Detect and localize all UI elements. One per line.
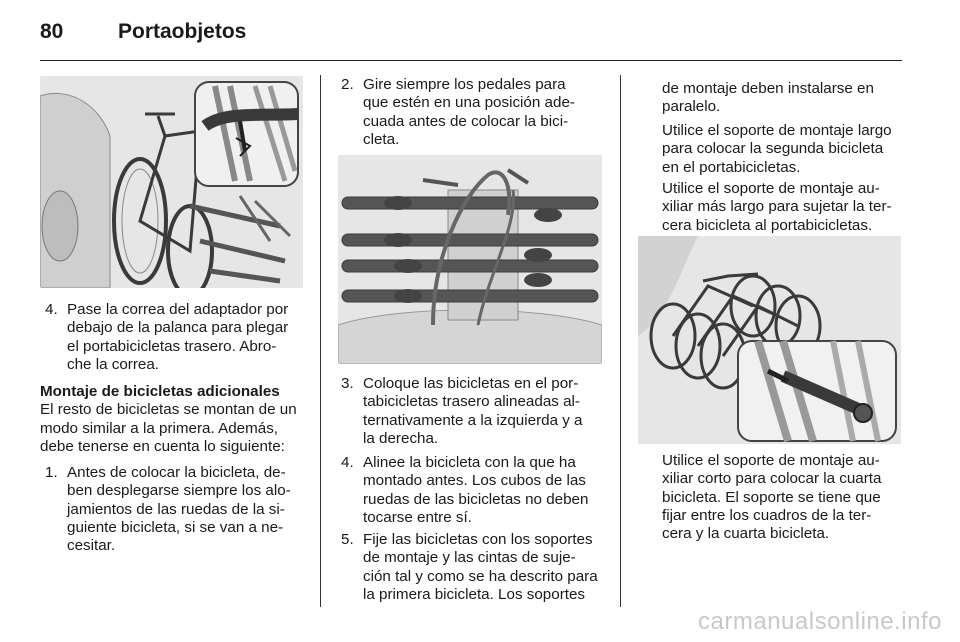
step-number: 4. xyxy=(341,454,354,471)
text-line: para colocar la segunda bicicleta xyxy=(662,140,884,158)
text-line: la primera bicicleta. Los soportes xyxy=(363,585,586,603)
step-text xyxy=(363,375,606,448)
bikes-top-view-illustration xyxy=(338,155,602,364)
auxiliary-support-illustration xyxy=(638,236,901,444)
col3-paragraph-2 xyxy=(662,122,907,177)
column-divider-1 xyxy=(320,75,321,607)
text-line: cera y la cuarta bicicleta. xyxy=(662,525,830,543)
step-text xyxy=(363,454,606,527)
col2-step-3 xyxy=(341,375,606,449)
section-subheading: Montaje de bicicletas adicionales xyxy=(40,383,280,400)
col3-paragraph-1 xyxy=(662,80,907,117)
text-line: che la correa. xyxy=(67,355,160,373)
text-line: Pase la correa del adaptador por xyxy=(67,301,289,318)
col1-step-1 xyxy=(45,464,307,556)
figure-four-bikes-top-view xyxy=(338,155,602,364)
text-line: ben desplegarse siempre los alo- xyxy=(67,482,291,500)
text-line: fijar entre los cuadros de la ter- xyxy=(662,506,872,524)
text-line: debe tenerse en cuenta lo siguiente: xyxy=(40,437,285,455)
text-line: Alinee la bicicleta con la que ha xyxy=(363,454,576,471)
bike-carrier-illustration xyxy=(40,76,303,288)
step-number: 1. xyxy=(45,464,58,481)
step-text xyxy=(363,76,606,149)
col2-step-2 xyxy=(341,76,606,150)
text-line: paralelo. xyxy=(662,98,721,116)
step-number: 2. xyxy=(341,76,354,93)
text-line: debajo de la palanca para plegar xyxy=(67,319,289,337)
step-number: 4. xyxy=(45,301,58,318)
text-line: El resto de bicicletas se montan de un xyxy=(40,401,297,419)
figure-auxiliary-support xyxy=(638,236,901,444)
text-line: de montaje deben instalarse en xyxy=(662,80,874,97)
step-number: 3. xyxy=(341,375,354,392)
text-line: Coloque las bicicletas en el por- xyxy=(363,375,579,392)
text-line: cesitar. xyxy=(67,537,116,555)
text-line: Antes de colocar la bicicleta, de- xyxy=(67,464,286,481)
step-number: 5. xyxy=(341,531,354,548)
text-line: la derecha. xyxy=(363,429,439,447)
text-line: cleta. xyxy=(363,130,400,148)
step-text xyxy=(363,531,606,604)
text-line: Gire siempre los pedales para xyxy=(363,76,566,93)
col3-paragraph-3 xyxy=(662,180,907,235)
text-line: xiliar más largo para sujetar la ter- xyxy=(662,198,892,216)
header-divider xyxy=(40,60,902,61)
col1-step-4 xyxy=(45,301,307,375)
watermark: carmanualsonline.info xyxy=(698,608,942,635)
text-line: en el portabicicletas. xyxy=(662,158,801,176)
page-number: 80 xyxy=(40,20,64,43)
col2-step-5 xyxy=(341,531,606,605)
text-line: modo similar a la primera. Además, xyxy=(40,419,279,437)
col3-paragraph-4 xyxy=(662,452,907,543)
text-line: jamientos de las ruedas de la si- xyxy=(67,500,285,518)
text-line: montado antes. Los cubos de las xyxy=(363,472,586,490)
text-line: cuada antes de colocar la bici- xyxy=(363,112,569,130)
col2-step-4 xyxy=(341,454,606,528)
step-text xyxy=(67,464,309,555)
column-divider-2 xyxy=(620,75,621,607)
step-text xyxy=(67,301,309,374)
text-line: bicicleta. El soporte se tiene que xyxy=(662,488,881,506)
text-line: cera bicicleta al portabicicletas. xyxy=(662,216,873,234)
text-line: Utilice el soporte de montaje au- xyxy=(662,180,880,197)
text-line: xiliar corto para colocar la cuarta xyxy=(662,470,882,488)
text-line: ternativamente a la izquierda y a xyxy=(363,411,583,429)
text-line: tocarse entre sí. xyxy=(363,508,472,526)
text-line: Utilice el soporte de montaje au- xyxy=(662,452,880,469)
text-line: de montaje y las cintas de suje- xyxy=(363,549,576,567)
page-title: Portaobjetos xyxy=(118,20,247,43)
text-line: Utilice el soporte de montaje largo xyxy=(662,122,892,139)
page-header xyxy=(40,14,246,50)
col1-section xyxy=(40,383,308,456)
figure-bike-carrier-strap xyxy=(40,76,303,288)
text-line: el portabicicletas trasero. Abro- xyxy=(67,337,277,355)
text-line: tabicicletas trasero alineadas al- xyxy=(363,393,580,411)
text-line: ruedas de las bicicletas no deben xyxy=(363,490,589,508)
text-line: guiente bicicleta, si se van a ne- xyxy=(67,518,284,536)
text-line: ción tal y como se ha descrito para xyxy=(363,567,598,585)
text-line: que estén en una posición ade- xyxy=(363,94,575,112)
text-line: Fije las bicicletas con los soportes xyxy=(363,531,593,548)
